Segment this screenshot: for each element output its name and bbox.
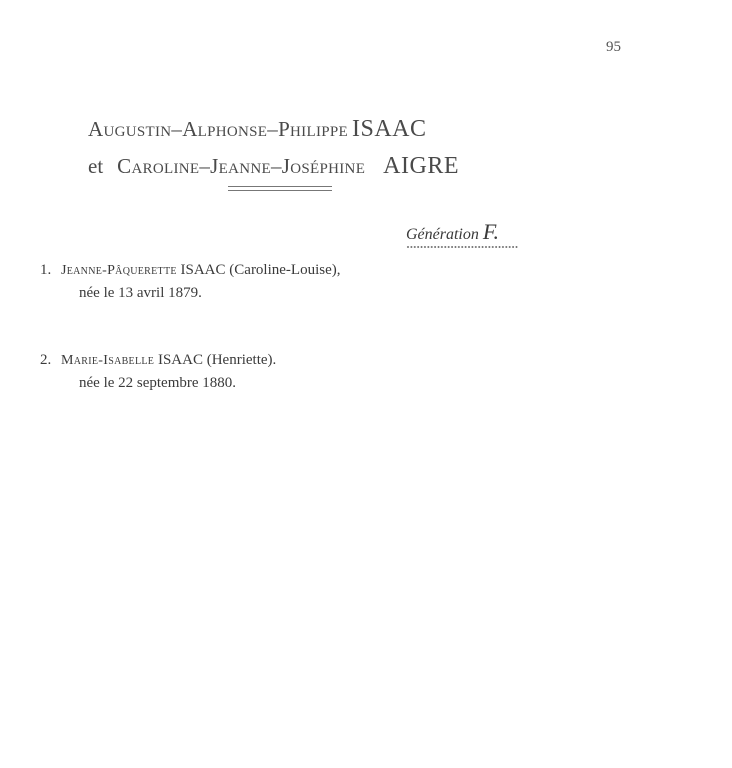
child-surname: ISAAC xyxy=(157,352,203,368)
child-other-names: (Henriette). xyxy=(206,352,277,368)
child-birth: née le 22 septembre 1880. xyxy=(79,375,237,391)
title-husband-line xyxy=(88,112,508,149)
page-title xyxy=(88,112,508,186)
child-name-line xyxy=(40,262,341,279)
child-given-names: Jeanne-Pâquerette xyxy=(61,263,177,278)
conjunction: et xyxy=(88,154,104,178)
child-number: 2. xyxy=(40,352,52,368)
child-birth: née le 13 avril 1879. xyxy=(79,285,202,301)
generation-word: Génération xyxy=(406,226,479,243)
generation-underline xyxy=(406,245,518,249)
husband-given-names: Augustin–Alphonse–Philippe xyxy=(88,117,348,141)
child-name-line xyxy=(40,352,276,369)
husband-surname: ISAAC xyxy=(351,116,427,142)
child-surname: ISAAC xyxy=(180,262,226,278)
wife-surname: AIGRE xyxy=(383,153,459,179)
title-divider xyxy=(228,186,332,194)
child-number: 1. xyxy=(40,262,52,278)
generation-letter: F. xyxy=(482,219,499,244)
page-number: 95 xyxy=(606,39,621,55)
title-wife-line xyxy=(88,149,508,186)
child-entry xyxy=(40,262,341,302)
wife-given-names: Caroline–Jeanne–Joséphine xyxy=(117,154,366,178)
generation-label xyxy=(406,219,518,249)
child-given-names: Marie-Isabelle xyxy=(61,353,155,368)
child-other-names: (Caroline-Louise), xyxy=(229,262,341,278)
child-entry xyxy=(40,352,276,392)
